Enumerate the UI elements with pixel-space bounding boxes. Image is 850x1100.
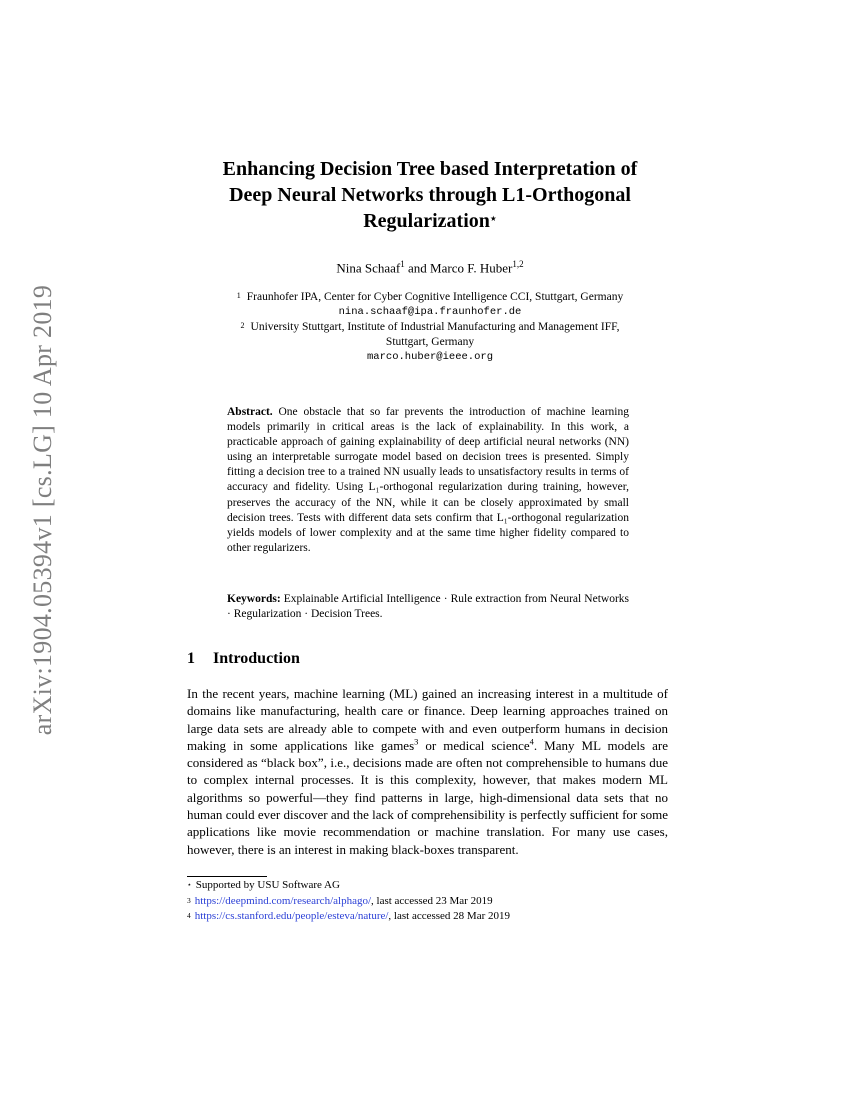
body-text-part-2: or medical science [418, 737, 530, 753]
footnote-ref-4[interactable]: 4 [529, 736, 534, 747]
footnote-3-tail: , last accessed 23 Mar 2019 [371, 894, 493, 907]
affiliation-1 [180, 290, 680, 320]
arxiv-sidebar [28, 265, 57, 755]
paper-title [180, 156, 680, 234]
footnote-star-mark: ⋆ [187, 880, 192, 889]
affiliation-2-mark: 2 [240, 321, 245, 330]
footnote-4-link[interactable]: https://cs.stanford.edu/people/esteva/nature/ [194, 910, 389, 922]
footnote-3-mark: 3 [187, 895, 191, 905]
keywords [227, 592, 629, 622]
arxiv-identifier: arXiv:1904.05394v1 [cs.LG] 10 Apr 2019 [28, 284, 57, 736]
footnote-divider [187, 876, 267, 877]
abstract-label: Abstract. [227, 406, 273, 418]
affiliation-1-mark: 1 [236, 291, 241, 300]
affiliation-2-email[interactable]: marco.huber@ieee.org [366, 351, 494, 363]
author-1-affil-mark: 1 [400, 259, 405, 269]
abstract [227, 405, 629, 556]
author-2-name: Marco F. Huber [430, 260, 513, 276]
footnote-3-link[interactable]: https://deepmind.com/research/alphago/ [194, 894, 372, 907]
affiliation-2 [180, 320, 680, 365]
footnote-4 [187, 909, 668, 925]
keywords-text: Explainable Artificial Intelligence · Rule extraction from Neural Networks · Regularization · Decision Trees. [227, 593, 630, 621]
title-line-3: Regularization [363, 210, 490, 232]
body-text-part-1: In the recent years, machine learning (ML) gained an increasing interest in a multitude of domains like manufacturing, health care or finance. Deep learning approaches trained on large data sets are already able to compete with and even outperform humans in decision making in some applications like games [187, 686, 668, 753]
affiliation-1-email[interactable]: nina.schaaf@ipa.fraunhofer.de [338, 306, 522, 318]
title-line-2: Deep Neural Networks through L1-Orthogonal [229, 184, 631, 206]
footnote-ref-3[interactable]: 3 [414, 736, 419, 747]
affiliation-2-location: Stuttgart, Germany [385, 336, 475, 348]
keywords-label: Keywords: [227, 593, 281, 605]
author-1-name: Nina Schaaf [336, 260, 401, 276]
abstract-text: One obstacle that so far prevents the introduction of machine learning models primarily in critical areas is the lack of explainability. In this work, a practicable approach of gaining explainability of deep artificial neural networks (NN) using an interpretable surrogate model based on decision trees is presented. Simply fitting a decision tree to a trained NN usually leads to unsatisfactory results in terms of accuracy and fidelity. Using L₁-orthogonal regularization during training, however, preserves the accuracy of the NN, while it can be closely approximated by small decision trees. Tests with different data sets confirm that L₁-orthogonal regularization yields models of lower complexity and at the same time higher fidelity compared to other regularizers. [227, 406, 629, 554]
section-number: 1 [187, 650, 195, 667]
section-heading [187, 650, 300, 668]
title-line-1: Enhancing Decision Tree based Interpretation of [222, 158, 638, 180]
body-text-part-3: . Many ML models are considered as “black box”, i.e., decisions made are often not comprehensible to humans due to complex internal processes. It is this complexity, however, that makes modern ML algorithms so powerful—they find patterns in large, high-dimensional data sets that no human could ever discover and the lack of comprehensibility is perfectly sufficient for some applications like movie recommendation or machine translation. For many use cases, however, there is an interest in making black-boxes transparent. [187, 737, 668, 857]
footnote-star-text: Supported by USU Software AG [195, 879, 340, 891]
footnotes [187, 878, 668, 925]
author-conjunction: and [408, 260, 427, 276]
footnote-4-tail: , last accessed 28 Mar 2019 [388, 910, 510, 922]
footnote-3 [187, 894, 668, 910]
affiliation-1-text: Fraunhofer IPA, Center for Cyber Cognitive Intelligence CCI, Stuttgart, Germany [246, 291, 624, 303]
author-2-affil-mark: 1,2 [512, 259, 524, 269]
footnote-star [187, 878, 668, 894]
author-list [180, 259, 680, 276]
affiliation-2-text: University Stuttgart, Institute of Industrial Manufacturing and Management IFF, [250, 321, 620, 333]
title-footnote-star: ⋆ [489, 213, 497, 225]
introduction-paragraph [187, 685, 668, 858]
footnote-4-mark: 4 [187, 911, 191, 920]
section-title: Introduction [213, 650, 300, 667]
